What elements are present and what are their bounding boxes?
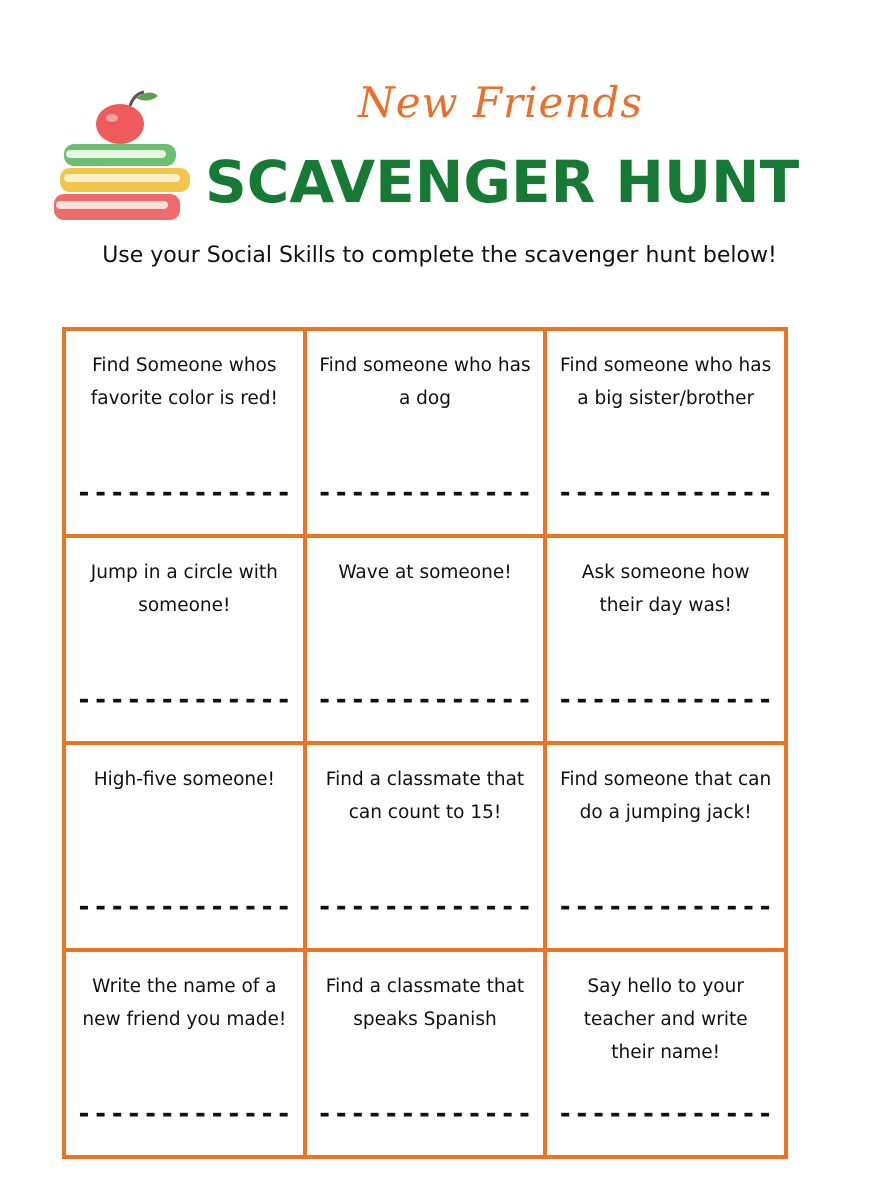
grid-cell[interactable]: [547, 952, 784, 1155]
cell-prompt: High-five someone!: [93, 769, 275, 790]
grid-cell[interactable]: [547, 538, 784, 741]
answer-line: -------------: [557, 892, 774, 922]
answer-line: -------------: [557, 685, 774, 715]
cell-prompt: Find a classmate that can count to 15!: [325, 769, 525, 823]
grid-cell[interactable]: [307, 745, 544, 948]
answer-line: -------------: [76, 1099, 293, 1129]
grid-cell[interactable]: [66, 331, 303, 534]
cell-prompt: Say hello to your teacher and write their name!: [583, 976, 748, 1063]
script-title: New Friends: [358, 78, 643, 127]
instructions: Use your Social Skills to complete the scavenger hunt below!: [102, 243, 777, 268]
cell-prompt: Find someone who has a dog: [319, 355, 531, 409]
answer-line: -------------: [557, 478, 774, 508]
grid-cell[interactable]: [547, 745, 784, 948]
answer-line: -------------: [316, 685, 534, 715]
grid-cell[interactable]: [66, 952, 303, 1155]
grid-cell[interactable]: [66, 538, 303, 741]
cell-prompt: Find someone who has a big sister/brother: [560, 355, 772, 409]
grid-cell[interactable]: [307, 952, 544, 1155]
grid-cell[interactable]: [66, 745, 303, 948]
cell-prompt: Wave at someone!: [338, 562, 512, 583]
cell-prompt: Write the name of a new friend you made!: [82, 976, 287, 1030]
answer-line: -------------: [76, 478, 293, 508]
answer-line: -------------: [76, 892, 293, 922]
cell-prompt: Ask someone how their day was!: [581, 562, 750, 616]
answer-line: -------------: [76, 685, 293, 715]
grid-cell[interactable]: [547, 331, 784, 534]
scavenger-grid: [62, 327, 788, 1159]
cell-prompt: Find someone that can do a jumping jack!: [560, 769, 772, 823]
cell-prompt: Find a classmate that speaks Spanish: [325, 976, 525, 1030]
books-with-apple-icon: [50, 88, 195, 228]
cell-prompt: Jump in a circle with someone!: [90, 562, 278, 616]
cell-prompt: Find Someone whos favorite color is red!: [90, 355, 278, 409]
grid-cell[interactable]: [307, 538, 544, 741]
answer-line: -------------: [316, 892, 534, 922]
answer-line: -------------: [557, 1099, 774, 1129]
answer-line: -------------: [316, 1099, 534, 1129]
grid-cell[interactable]: [307, 331, 544, 534]
answer-line: -------------: [316, 478, 534, 508]
page-title: SCAVENGER HUNT: [205, 148, 800, 216]
